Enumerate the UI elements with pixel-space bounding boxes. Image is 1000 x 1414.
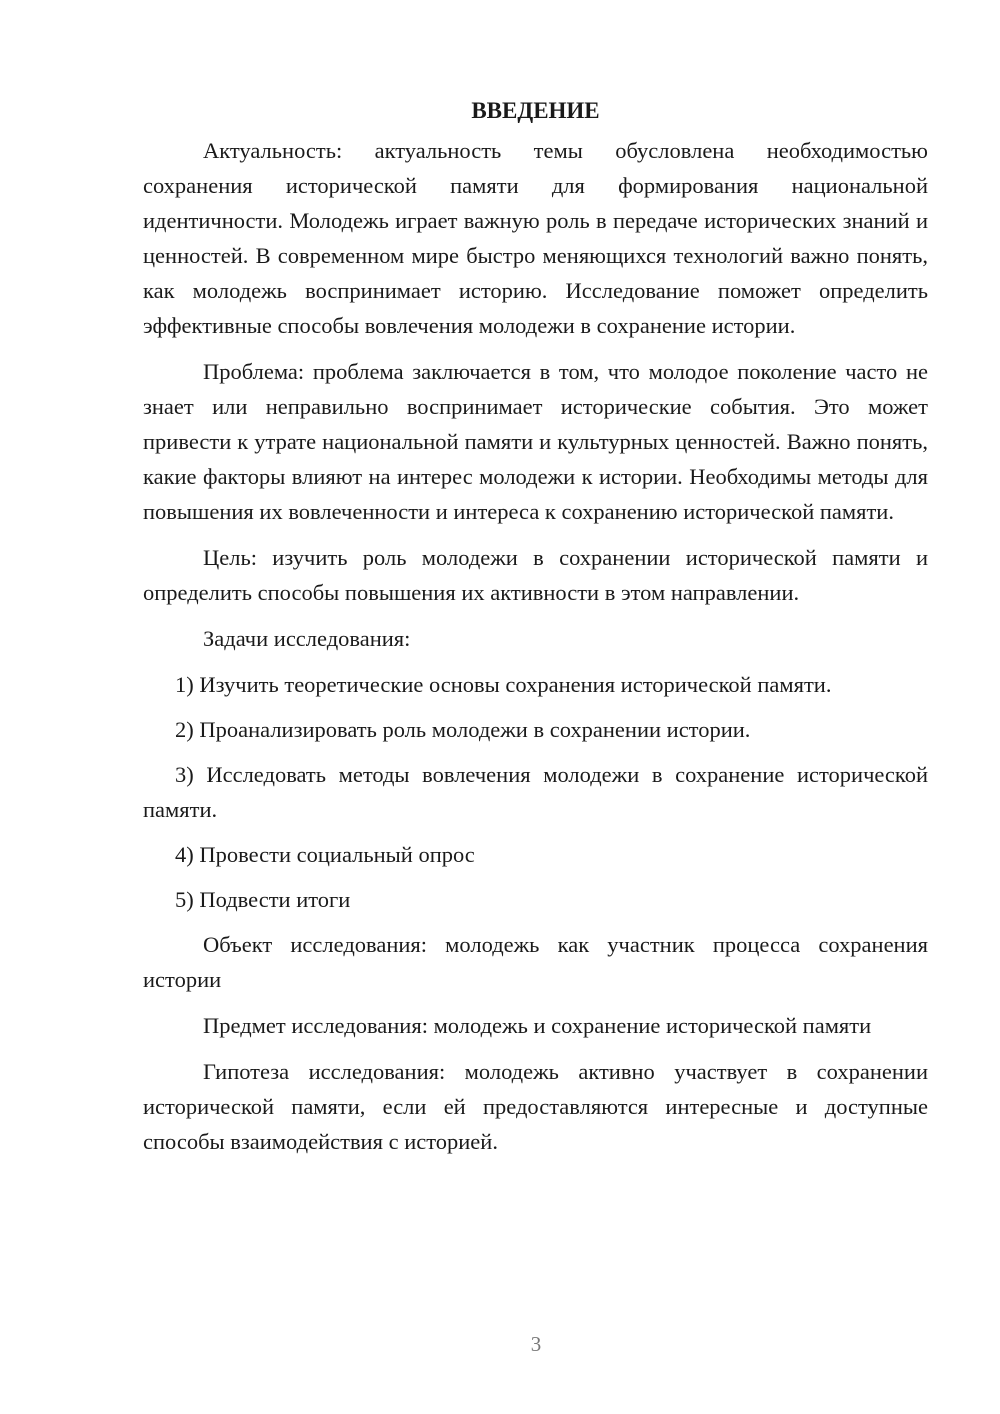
page-content (143, 94, 928, 1170)
page-title: ВВЕДЕНИЕ (471, 98, 600, 123)
task-item-3: 3) Исследовать методы вовлечения молодежи в сохранение исторической памяти. (143, 762, 928, 822)
task-item-2: 2) Проанализировать роль молодежи в сохранении истории. (175, 717, 751, 742)
task-item-5: 5) Подвести итоги (175, 887, 351, 912)
page-number: 3 (530, 1332, 542, 1356)
task-item-4: 4) Провести социальный опрос (175, 842, 475, 867)
paragraph-relevance: Актуальность: актуальность темы обусловлена необходимостью сохранения исторической памяти для формирования национальной идентичности. Молодежь играет важную роль в передаче исторических знаний и ценностей. В современном мире быстро меняющихся технологий важно понять, как молодежь воспринимает историю. Исследование поможет определить эффективные способы вовлечения молодежи в сохранение истории. (143, 138, 928, 338)
paragraph-object: Объект исследования: молодежь как участник процесса сохранения истории (143, 932, 928, 992)
paragraph-goal: Цель: изучить роль молодежи в сохранении исторической памяти и определить способы повышения их активности в этом направлении. (143, 545, 928, 605)
paragraph-subject: Предмет исследования: молодежь и сохранение исторической памяти (203, 1013, 872, 1038)
tasks-heading: Задачи исследования: (203, 626, 411, 651)
paragraph-hypothesis: Гипотеза исследования: молодежь активно участвует в сохранении исторической памяти, если ей предоставляются интересные и доступные способы взаимодействия с историей. (143, 1059, 928, 1154)
task-item-1: 1) Изучить теоретические основы сохранения исторической памяти. (175, 672, 832, 697)
paragraph-problem: Проблема: проблема заключается в том, что молодое поколение часто не знает или неправильно воспринимает исторические события. Это может привести к утрате национальной памяти и культурных ценностей. Важно понять, какие факторы влияют на интерес молодежи к истории. Необходимы методы для повышения их вовлеченности и интереса к сохранению исторической памяти. (143, 359, 928, 524)
